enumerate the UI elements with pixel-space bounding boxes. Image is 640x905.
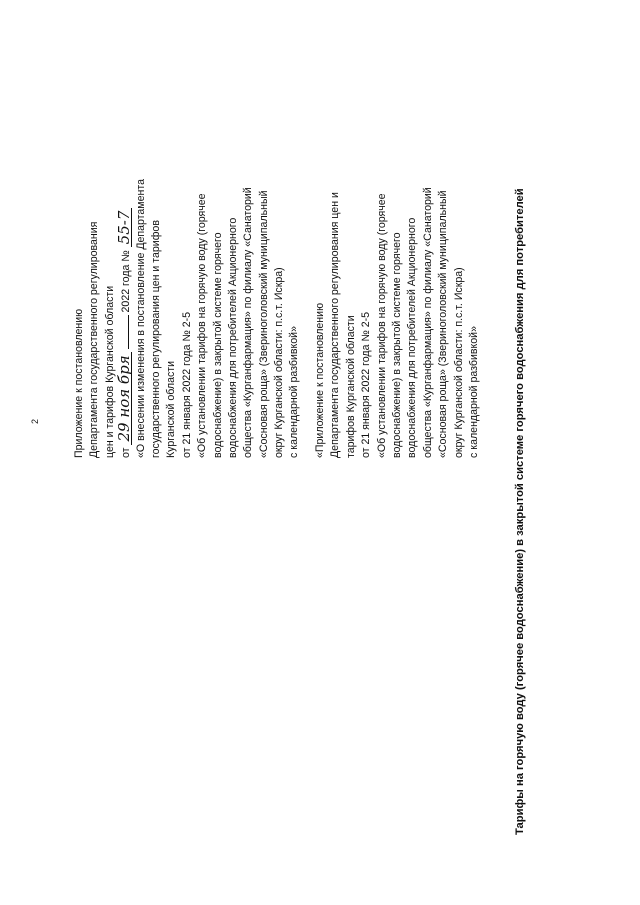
quoted-line: тарифов Курганской области xyxy=(344,315,357,458)
amend-line: с календарной разбивкой» xyxy=(288,326,301,458)
quoted-line: общества «Курганфармация» по филиалу «Санаторий xyxy=(421,187,434,458)
appendix-line: Департамента государственного регулирования xyxy=(88,221,101,458)
handwritten-date: 29 ноя бря xyxy=(118,352,132,444)
quoted-line: от 21 января 2022 года № 2-5 xyxy=(360,311,373,458)
amend-line: водоснабжение) в закрытой системе горячего xyxy=(211,232,224,458)
amend-line: «О внесении изменения в постановление Департамента xyxy=(134,179,147,458)
date-blank-underline xyxy=(118,315,129,349)
page-number: 2 xyxy=(30,418,40,424)
amend-line: государственного регулирования цен и тарифов xyxy=(149,220,162,458)
amend-line: от 21 января 2022 года № 2-5 xyxy=(180,311,193,458)
appendix-header xyxy=(72,179,303,458)
amend-line: водоснабжения для потребителей Акционерного xyxy=(226,217,239,458)
quoted-line: водоснабжения для потребителей Акционерного xyxy=(406,217,419,458)
amend-line: округ Курганской области: п.с.т. Искра) xyxy=(273,267,286,458)
quoted-appendix-header xyxy=(313,187,482,458)
amend-line: общества «Курганфармация» по филиалу «Санаторий xyxy=(242,187,255,458)
document-title: Тарифы на горячую воду (горячее водоснабжение) в закрытой системе горячего водоснабжения для потребителей xyxy=(514,188,526,835)
appendix-line: цен и тарифов Курганской области xyxy=(103,285,116,458)
quoted-line: с календарной разбивкой» xyxy=(467,326,480,458)
amend-line: «Сосновая роща» (Звериноголовский муниципальный xyxy=(257,190,270,458)
quoted-line: Департамента государственного регулирования цен и xyxy=(329,192,342,458)
handwritten-number: 55-7 xyxy=(118,208,132,248)
quoted-line: «Об установлении тарифов на горячую воду (горячее xyxy=(375,193,388,458)
quoted-line: водоснабжение) в закрытой системе горячего xyxy=(390,232,403,458)
appendix-line: Приложение к постановлению xyxy=(73,308,85,458)
quoted-line: «Сосновая роща» (Звериноголовский муниципальный xyxy=(437,190,450,458)
amend-line: Курганской области xyxy=(165,360,178,458)
year-text: 2022 года № xyxy=(120,250,133,313)
quoted-line: «Приложение к постановлению xyxy=(314,302,326,458)
amend-line: «Об установлении тарифов на горячую воду (горячее xyxy=(196,193,209,458)
appendix-date-line xyxy=(115,179,134,458)
quoted-line: округ Курганской области: п.с.т. Искра) xyxy=(452,267,465,458)
date-prefix: от xyxy=(120,447,133,458)
